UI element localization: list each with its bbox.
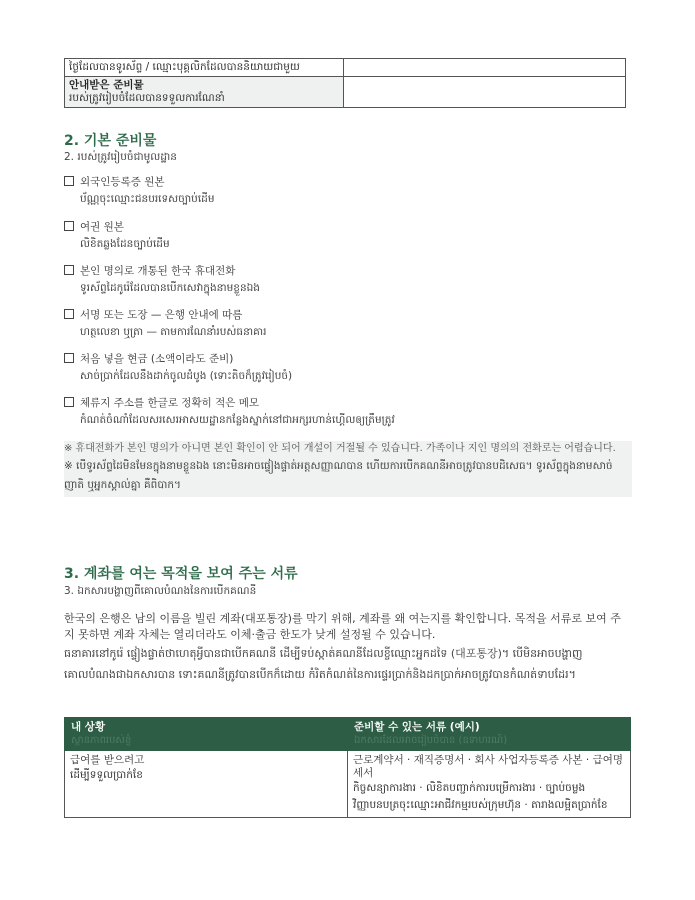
item-label-ko: 처음 넣을 현금 (소액이라도 준비)	[80, 353, 234, 365]
checklist-item	[64, 219, 624, 263]
note-text-ko: ※ 휴대전화가 본인 명의가 아니면 본인 확인이 안 되어 개설이 거절될 수 있습니다. 가족이나 지인 명의의 전화로는 어렵습니다.	[64, 443, 616, 454]
item-label-km: ប័ណ្ណចុះឈ្មោះជនបរទេសច្បាប់ដើម	[80, 193, 215, 205]
item-label-km: លិខិតឆ្លងដែនច្បាប់ដើម	[80, 238, 170, 250]
item-label-km: ហត្ថលេខា ឬត្រា — តាមការណែនាំរបស់ធនាគារ	[80, 326, 267, 338]
purpose-documents-table	[64, 717, 631, 818]
paragraph-ko: 한국의 은행은 남의 이름을 빌린 계좌(대포통장)를 막기 위해, 계좌를 왜 여는지를 확인합니다. 목적을 서류로 보여 주지 못하면 계좌 자체는 열리더라도 이체·출금 한도가 낮게 설정될 수 있습니다.	[64, 612, 621, 641]
item-label-ko: 여권 원본	[80, 221, 124, 233]
basic-items-checklist	[64, 174, 624, 439]
section-3-subheading: 3. ឯកសារបង្ហាញពីគោលបំណងនៃការបើកគណនី	[64, 585, 257, 597]
situation-km: ដើម្បីទទួលប្រាក់ខែ	[70, 769, 143, 781]
phone-ownership-note	[64, 441, 632, 497]
guided-items-value	[344, 77, 626, 108]
item-label-ko: 체류지 주소를 한글로 정확히 적은 메모	[80, 397, 259, 409]
table-row	[65, 751, 631, 818]
documents-ko: 근로계약서 · 재직증명서 · 회사 사업자등록증 사본 · 급여명세서	[353, 754, 624, 779]
header-documents-ko: 준비할 수 있는 서류 (예시)	[354, 721, 480, 733]
checklist-item	[64, 395, 624, 439]
checkbox-icon[interactable]	[64, 265, 74, 275]
item-label-km: កំណត់ចំណាំដែលសរសេរអាសយដ្ឋានកន្លែងស្នាក់នៅជាអក្សរហាន់ហ្គើលឲ្យត្រឹមត្រូវ	[80, 414, 395, 426]
item-label-ko: 본인 명의로 개통된 한국 휴대전화	[80, 265, 236, 277]
item-label-ko: 외국인등록증 원본	[80, 176, 165, 188]
call-date-label: ថ្ងៃដែលបានទូរស័ព្ទ / ឈ្មោះបុគ្គលិកដែលបាននិយាយជាមួយ	[65, 59, 344, 77]
guided-items-label-cell	[65, 77, 344, 108]
paragraph-km: ធនាគារនៅកូរ៉េ ផ្ទៀងផ្ទាត់ថាហេតុអ្វីបានជាបើកគណនី ដើម្បីទប់ស្កាត់គណនីដែលខ្ចីឈ្មោះអ្នកដទៃ (대포통장)។ បើមិនអាចបង្ហាញគោលបំណងជាឯកសារបាន ទោះគណនីត្រូវបានបើកក៏ដោយ កំរិតកំណត់នៃការផ្ទេរប្រាក់និងដកប្រាក់អាចត្រូវបានកំណត់ទាបដែរ។	[64, 647, 583, 681]
checkbox-icon[interactable]	[64, 221, 74, 231]
item-label-km: សាច់ប្រាក់ដែលនឹងដាក់ចូលដំបូង (ទោះតិចក៏ត្រូវរៀបចំ)	[80, 370, 293, 382]
note-text-km: ※ បើទូរស័ព្ទដៃមិនមែនក្នុងនាមខ្លួនឯង នោះមិនអាចផ្ទៀងផ្ទាត់អត្តសញ្ញាណបាន ហើយការបើកគណនីអាចត្រូវបានបដិសេធ។ ទូរស័ព្ទក្នុងនាមសាច់ញាតិ ឬអ្នកស្គាល់គ្នា គឺពិបាក។	[64, 460, 613, 491]
item-label-ko: 서명 또는 도장 — 은행 안내에 따름	[80, 309, 243, 321]
situation-cell	[65, 751, 348, 818]
checklist-item	[64, 351, 624, 395]
section-2-heading: 2. 기본 준비물	[64, 133, 157, 149]
situation-ko: 급여를 받으려고	[70, 754, 145, 766]
documents-cell	[348, 751, 631, 818]
checkbox-icon[interactable]	[64, 176, 74, 186]
header-situation-ko: 내 상황	[71, 721, 106, 733]
column-header-situation	[65, 718, 348, 751]
section-3-heading: 3. 계좌를 여는 목적을 보여 주는 서류	[64, 566, 298, 582]
section-3-paragraph	[64, 611, 630, 685]
checklist-item	[64, 307, 624, 351]
checkbox-icon[interactable]	[64, 353, 74, 363]
checklist-item	[64, 263, 624, 307]
guided-items-label-ko: 안내받은 준비물	[69, 79, 144, 91]
documents-km: កិច្ចសន្យាការងារ · លិខិតបញ្ជាក់ការបម្រើការងារ · ច្បាប់ចម្លងវិញ្ញាបនបត្រចុះឈ្មោះអាជីវកម្មរបស់ក្រុមហ៊ុន · តារាងលម្អិតប្រាក់ខែ	[353, 782, 608, 811]
item-label-km: ទូរស័ព្ទដៃកូរ៉េដែលបានបើកសេវាក្នុងនាមខ្លួនឯង	[80, 282, 260, 294]
checkbox-icon[interactable]	[64, 397, 74, 407]
checklist-item	[64, 174, 624, 219]
header-documents-km: ឯកសារដែលអាចរៀបចំបាន (ឧទាហរណ៍)	[354, 735, 508, 746]
column-header-documents	[348, 718, 631, 751]
header-situation-km: ស្ថានភាពរបស់ខ្ញុំ	[71, 735, 132, 746]
call-record-table	[64, 58, 626, 108]
section-2-subheading: 2. របស់ត្រូវរៀបចំជាមូលដ្ឋាន	[64, 151, 177, 163]
guided-items-label-km: របស់ត្រូវរៀបចំដែលបានទទួលការណែនាំ	[69, 92, 225, 104]
checkbox-icon[interactable]	[64, 309, 74, 319]
call-date-value	[344, 59, 626, 77]
